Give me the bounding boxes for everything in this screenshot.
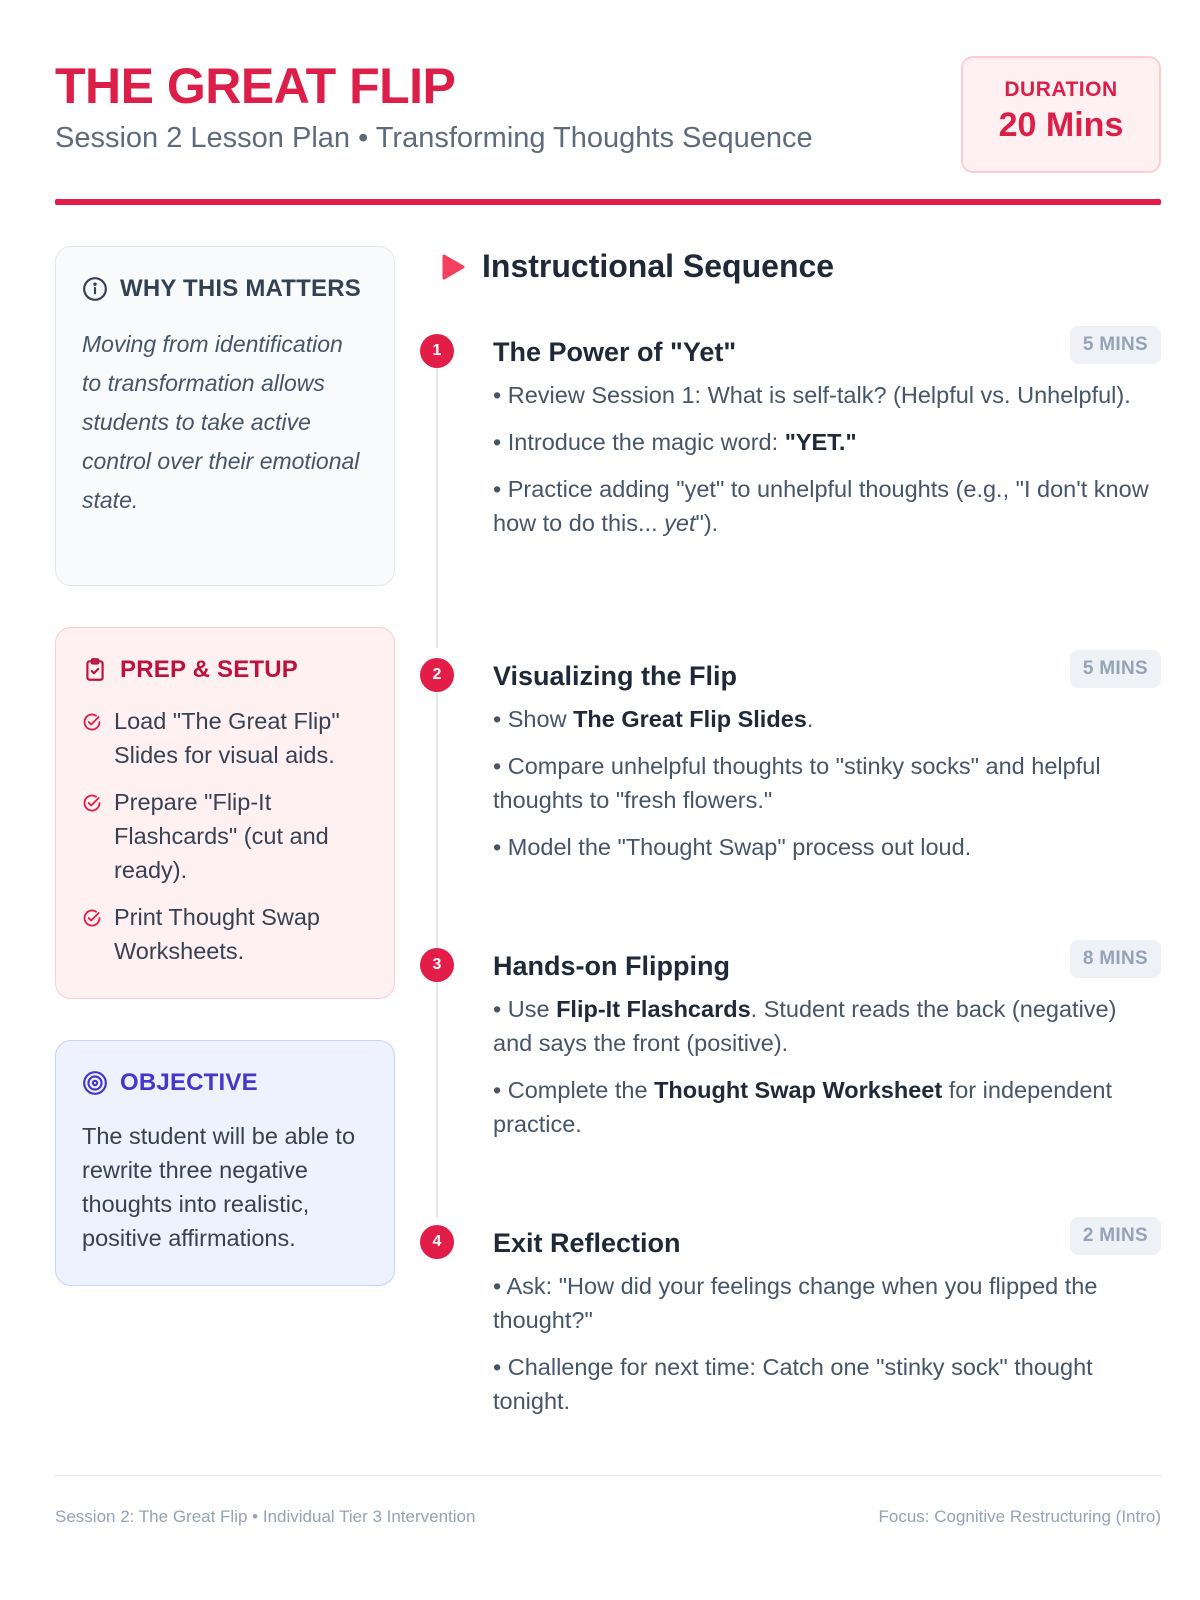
bullet-text-segment: • Use <box>493 996 557 1022</box>
prep-item-text: Load "The Great Flip" Slides for visual aids. <box>114 708 340 768</box>
step-bullets <box>493 378 1161 540</box>
why-heading-row <box>82 275 368 303</box>
target-icon <box>82 1070 108 1096</box>
step-number: 4 <box>420 1225 454 1259</box>
bullet-text-segment: . <box>806 706 814 732</box>
bullet-text-segment: • Model the "Thought Swap" process out loud. <box>493 834 972 860</box>
bullet-text-segment: • Practice adding "yet" to unhelpful thoughts (e.g., "I don't know how to do this... <box>493 476 1149 536</box>
prep-list <box>82 704 368 968</box>
prep-item-text: Print Thought Swap Worksheets. <box>114 904 320 964</box>
check-circle-icon <box>82 793 102 813</box>
list-item <box>493 749 1161 817</box>
timeline-line <box>436 982 438 1218</box>
list-item <box>82 785 368 887</box>
header-divider <box>55 199 1161 205</box>
check-circle-icon <box>82 712 102 732</box>
bullet-text-segment: yet <box>664 510 696 536</box>
sequence-heading: Instructional Sequence <box>482 248 835 284</box>
bullet-text-segment: "). <box>695 510 719 536</box>
bullet-text-segment: • Introduce the magic word: <box>493 429 785 455</box>
step-title: Hands-on Flipping <box>493 951 730 981</box>
step-title: Visualizing the Flip <box>493 661 738 691</box>
objective-card <box>55 1040 395 1286</box>
list-item <box>493 378 1161 412</box>
list-item <box>82 704 368 772</box>
step-bullets <box>493 1269 1161 1418</box>
list-item <box>493 1269 1161 1337</box>
step-duration-badge: 2 MINS <box>1070 1217 1161 1255</box>
duration-value: 20 Mins <box>998 106 1124 144</box>
bullet-text-segment: . Student reads the back (negative) and says the front (positive). <box>493 996 1117 1056</box>
step-number: 3 <box>420 948 454 982</box>
why-card <box>55 246 395 586</box>
page-header <box>55 56 1161 206</box>
bullet-text-segment: • Compare unhelpful thoughts to "stinky socks" and helpful thoughts to "fresh flowers." <box>493 753 1101 813</box>
why-text: Moving from identification to transformation allows students to take active control over their emotional state. <box>82 331 360 513</box>
step-number: 1 <box>420 334 454 368</box>
prep-item-text: Prepare "Flip-It Flashcards" (cut and ready). <box>114 789 329 883</box>
footer-divider <box>55 1475 1161 1476</box>
duration-label: DURATION <box>1004 78 1118 101</box>
footer-right-text: Focus: Cognitive Restructuring (Intro) <box>878 1507 1161 1526</box>
objective-heading: OBJECTIVE <box>120 1069 258 1096</box>
why-heading: WHY THIS MATTERS <box>120 275 361 302</box>
step-number: 2 <box>420 658 454 692</box>
step-bullets <box>493 702 1161 864</box>
bullet-text-segment: • Show <box>493 706 574 732</box>
prep-heading-row <box>82 656 368 684</box>
footer-left-text: Session 2: The Great Flip • Individual Tier 3 Intervention <box>55 1507 476 1526</box>
list-item <box>493 992 1161 1060</box>
step-duration-badge: 8 MINS <box>1070 940 1161 978</box>
page-subtitle: Session 2 Lesson Plan • Transforming Thoughts Sequence <box>55 122 813 154</box>
bullet-text-segment: • Review Session 1: What is self-talk? (Helpful vs. Unhelpful). <box>493 382 1131 408</box>
bullet-text-segment: "YET." <box>784 429 857 455</box>
step-duration-badge: 5 MINS <box>1070 326 1161 364</box>
prep-heading: PREP & SETUP <box>120 656 299 683</box>
bullet-text-segment: for independent practice. <box>493 1077 1113 1137</box>
step-duration-badge: 5 MINS <box>1070 650 1161 688</box>
step-body <box>493 948 1161 1154</box>
objective-text: The student will be able to rewrite three negative thoughts into realistic, positive affirmations. <box>82 1123 356 1251</box>
bullet-text-segment: • Complete the <box>493 1077 655 1103</box>
list-item <box>493 1350 1161 1418</box>
bullet-text-segment: Flip-It Flashcards <box>556 996 751 1022</box>
timeline-line <box>436 692 438 948</box>
step-title: The Power of "Yet" <box>493 337 737 367</box>
list-item <box>493 702 1161 736</box>
info-icon <box>82 276 108 302</box>
bullet-text-segment: • Challenge for next time: Catch one "stinky sock" thought tonight. <box>493 1354 1093 1414</box>
list-item <box>82 900 368 968</box>
clipboard-check-icon <box>82 657 108 683</box>
bullet-text-segment: • Ask: "How did your feelings change when you flipped the thought?" <box>493 1273 1098 1333</box>
objective-heading-row <box>82 1069 368 1097</box>
list-item <box>493 830 1161 864</box>
sequence-heading-row <box>440 248 834 285</box>
step-body <box>493 1225 1161 1431</box>
bullet-text-segment: The Great Flip Slides <box>573 706 807 732</box>
step-title: Exit Reflection <box>493 1228 681 1258</box>
timeline-line <box>436 368 438 648</box>
list-item <box>493 425 1161 459</box>
prep-card <box>55 627 395 999</box>
list-item <box>493 472 1161 540</box>
bullet-text-segment: Thought Swap Worksheet <box>654 1077 943 1103</box>
page-title: THE GREAT FLIP <box>55 58 456 114</box>
check-circle-icon <box>82 908 102 928</box>
step-body <box>493 334 1161 553</box>
play-icon <box>440 253 466 281</box>
duration-badge <box>961 56 1161 173</box>
list-item <box>493 1073 1161 1141</box>
step-bullets <box>493 992 1161 1141</box>
step-body <box>493 658 1161 877</box>
